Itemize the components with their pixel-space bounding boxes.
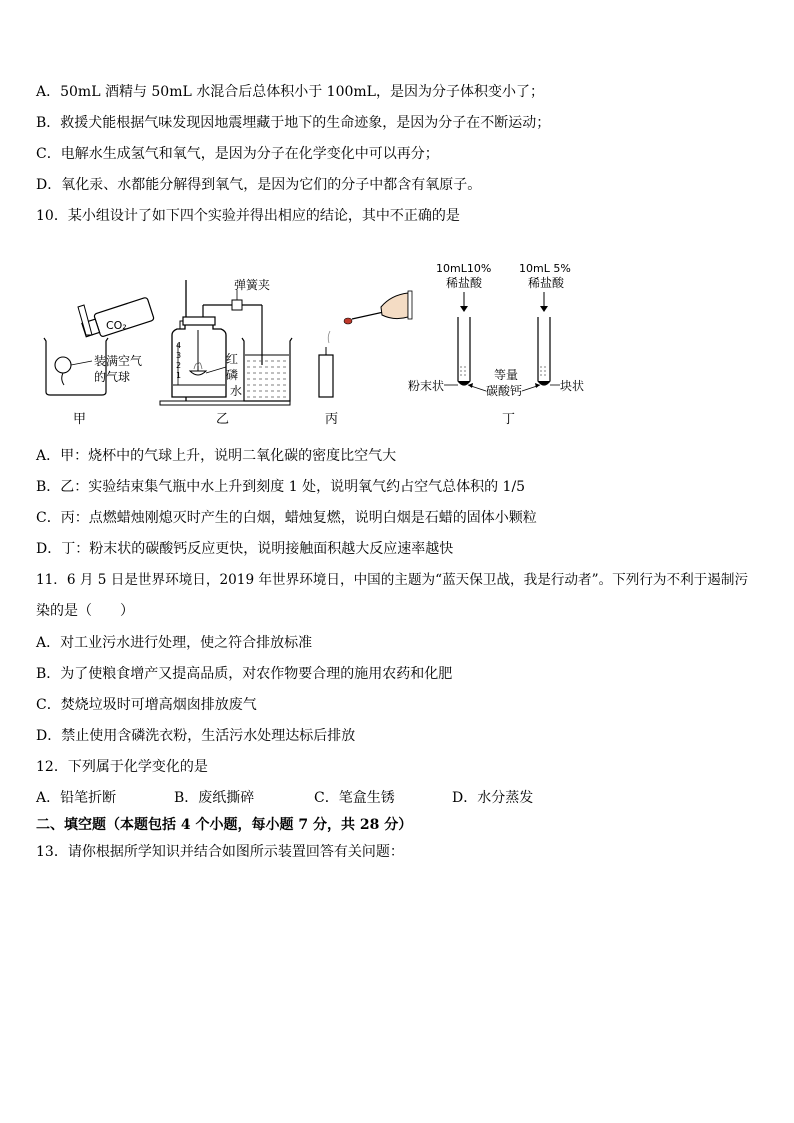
- experiment-jia: [44, 297, 154, 427]
- caption-jia: 甲: [73, 412, 87, 427]
- mark-4: 4: [176, 341, 182, 350]
- equal-label: 等量: [494, 368, 519, 382]
- caption-bing: 丙: [325, 412, 339, 427]
- q11-option-b: B．为了使粮食增产又提高品质，对农作物要合理的施用农药和化肥: [36, 666, 453, 682]
- mark-3: 3: [176, 351, 182, 360]
- hand-icon: [381, 293, 408, 319]
- q10-option-a: A．甲：烧杯中的气球上升，说明二氧化碳的密度比空气大: [36, 448, 397, 464]
- block-label: 块状: [560, 379, 585, 393]
- q11-stem-line2: 染的是（ ）: [36, 603, 134, 619]
- co2-label: CO₂: [106, 319, 127, 332]
- q10-option-d: D．丁：粉末状的碳酸钙反应更快，说明接触面积越大反应速率越快: [36, 541, 454, 557]
- powder-label: 粉末状: [408, 379, 445, 393]
- experiment-ding: [408, 262, 584, 427]
- section2-heading: 二、填空题（本题包括 4 个小题，每小题 7 分，共 28 分）: [36, 817, 413, 833]
- q12-option-c: C．笔盒生锈: [314, 790, 395, 806]
- mark-1: 1: [176, 371, 182, 380]
- left-acid-line2: 稀盐酸: [446, 276, 483, 290]
- q10-stem: 10．某小组设计了如下四个实验并得出相应的结论，其中不正确的是: [36, 208, 460, 224]
- q12-options: [36, 789, 596, 807]
- caption-yi: 乙: [216, 412, 230, 427]
- caption-ding: 丁: [502, 412, 516, 427]
- q10-option-b: B．乙：实验结束集气瓶中水上升到刻度 1 处，说明氧气约占空气总体积的 1/5: [36, 479, 526, 495]
- q9-option-d: D．氧化汞、水都能分解得到氧气，是因为它们的分子中都含有氧原子。: [36, 177, 482, 193]
- q9-option-a: A．50mL 酒精与 50mL 水混合后总体积小于 100mL，是因为分子体积变小了；: [36, 84, 544, 100]
- water-label: 水: [230, 384, 243, 398]
- q11-stem-line1: 11．6 月 5 日是世界环境日，2019 年世界环境日，中国的主题为“蓝天保卫战，我是行动者”。下列行为不利于遏制污: [36, 572, 749, 588]
- q10-option-c: C．丙：点燃蜡烛刚熄灭时产生的白烟，蜡烛复燃，说明白烟是石蜡的固体小颗粒: [36, 510, 537, 526]
- right-acid-line1: 10mL 5%: [519, 262, 571, 275]
- balloon: [55, 357, 71, 373]
- hong-label: 红: [226, 352, 239, 366]
- flame-icon: [344, 318, 352, 324]
- experiment-bing: [319, 291, 412, 427]
- balloon-label-1: 装满空气: [94, 354, 143, 368]
- q12-option-a: A．铅笔折断: [36, 790, 117, 806]
- q13-stem: 13．请你根据所学知识并结合如图所示装置回答有关问题：: [36, 844, 404, 860]
- left-acid-line1: 10mL10%: [436, 262, 492, 275]
- balloon-label-2: 的气球: [94, 370, 131, 384]
- q12-option-b: B．废纸撕碎: [174, 790, 255, 806]
- right-acid-line2: 稀盐酸: [528, 276, 565, 290]
- candle: [319, 355, 333, 397]
- q9-option-c: C．电解水生成氢气和氧气，是因为分子在化学变化中可以再分；: [36, 146, 439, 162]
- lin-label: 磷: [226, 368, 239, 382]
- spring-clip: [232, 300, 242, 310]
- experiment-yi: [160, 277, 292, 427]
- q11-option-a: A．对工业污水进行处理，使之符合排放标准: [36, 635, 313, 651]
- q9-option-b: B．救援犬能根据气味发现因地震埋藏于地下的生命迹象，是因为分子在不断运动；: [36, 115, 551, 131]
- caco3-label: 碳酸钙: [486, 384, 523, 398]
- mark-2: 2: [176, 361, 182, 370]
- q11-option-d: D．禁止使用含磷洗衣粉，生活污水处理达标后排放: [36, 728, 356, 744]
- q12-option-d: D．水分蒸发: [452, 790, 534, 806]
- q11-option-c: C．焚烧垃圾时可增高烟囱排放废气: [36, 697, 257, 713]
- clip-label: 弹簧夹: [234, 278, 271, 292]
- q12-stem: 12．下列属于化学变化的是: [36, 759, 208, 775]
- q10-experiment-figure: [36, 255, 616, 430]
